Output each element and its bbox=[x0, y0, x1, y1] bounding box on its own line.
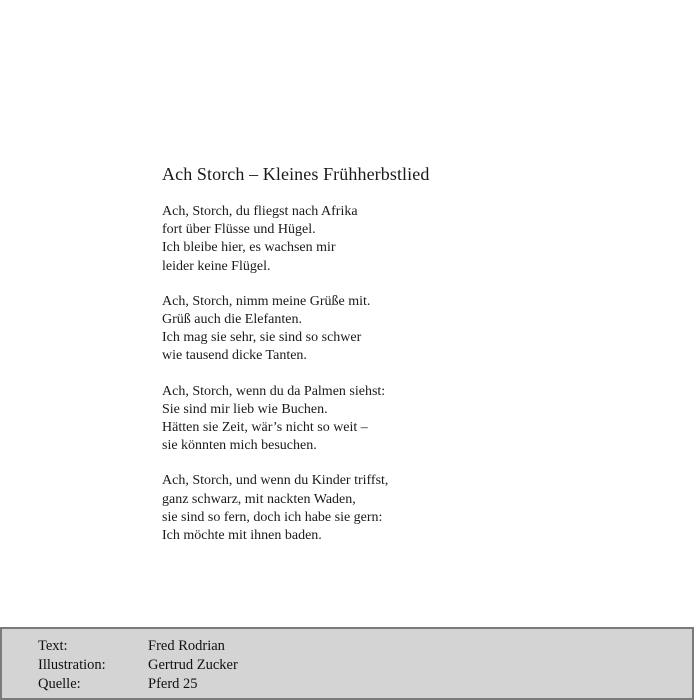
poem-line: sie sind so fern, doch ich habe sie gern: bbox=[162, 509, 383, 525]
poem-line: Ich möchte mit ihnen baden. bbox=[162, 528, 322, 544]
credit-label: Quelle: bbox=[38, 676, 81, 692]
stanza-4 bbox=[162, 472, 582, 545]
credit-label: Text: bbox=[38, 638, 68, 654]
poem-line: Sie sind mir lieb wie Buchen. bbox=[162, 401, 328, 417]
credit-value: Pferd 25 bbox=[148, 676, 198, 692]
poem-line: Ich mag sie sehr, sie sind so schwer bbox=[162, 330, 362, 346]
credit-value: Fred Rodrian bbox=[148, 638, 225, 654]
credit-label: Illustration: bbox=[38, 657, 106, 673]
poem-title: Ach Storch – Kleines Frühherbstlied bbox=[162, 164, 430, 184]
poem-line: Grüß auch die Elefanten. bbox=[162, 312, 302, 328]
poem-line: Hätten sie Zeit, wär’s nicht so weit – bbox=[162, 420, 368, 436]
credit-row-text bbox=[38, 636, 225, 656]
stanza-1 bbox=[162, 203, 582, 276]
poem-line: Ach, Storch, nimm meine Grüße mit. bbox=[162, 293, 371, 309]
poem-line: wie tausend dicke Tanten. bbox=[162, 348, 307, 364]
poem-line: Ich bleibe hier, es wachsen mir bbox=[162, 240, 336, 256]
poem bbox=[162, 162, 582, 562]
stanza-3 bbox=[162, 383, 582, 456]
poem-line: ganz schwarz, mit nackten Waden, bbox=[162, 491, 356, 507]
credits-panel bbox=[0, 627, 694, 700]
poem-line: fort über Flüsse und Hügel. bbox=[162, 222, 316, 238]
poem-line: Ach, Storch, und wenn du Kinder triffst, bbox=[162, 473, 389, 489]
credit-row-source bbox=[38, 674, 198, 694]
poem-line: Ach, Storch, du fliegst nach Afrika bbox=[162, 204, 358, 219]
credit-value: Gertrud Zucker bbox=[148, 657, 238, 673]
stanza-2 bbox=[162, 293, 582, 366]
poem-line: leider keine Flügel. bbox=[162, 258, 271, 274]
credit-row-illustration bbox=[38, 655, 238, 675]
poem-line: sie könnten mich besuchen. bbox=[162, 438, 317, 454]
poem-line: Ach, Storch, wenn du da Palmen siehst: bbox=[162, 383, 386, 399]
